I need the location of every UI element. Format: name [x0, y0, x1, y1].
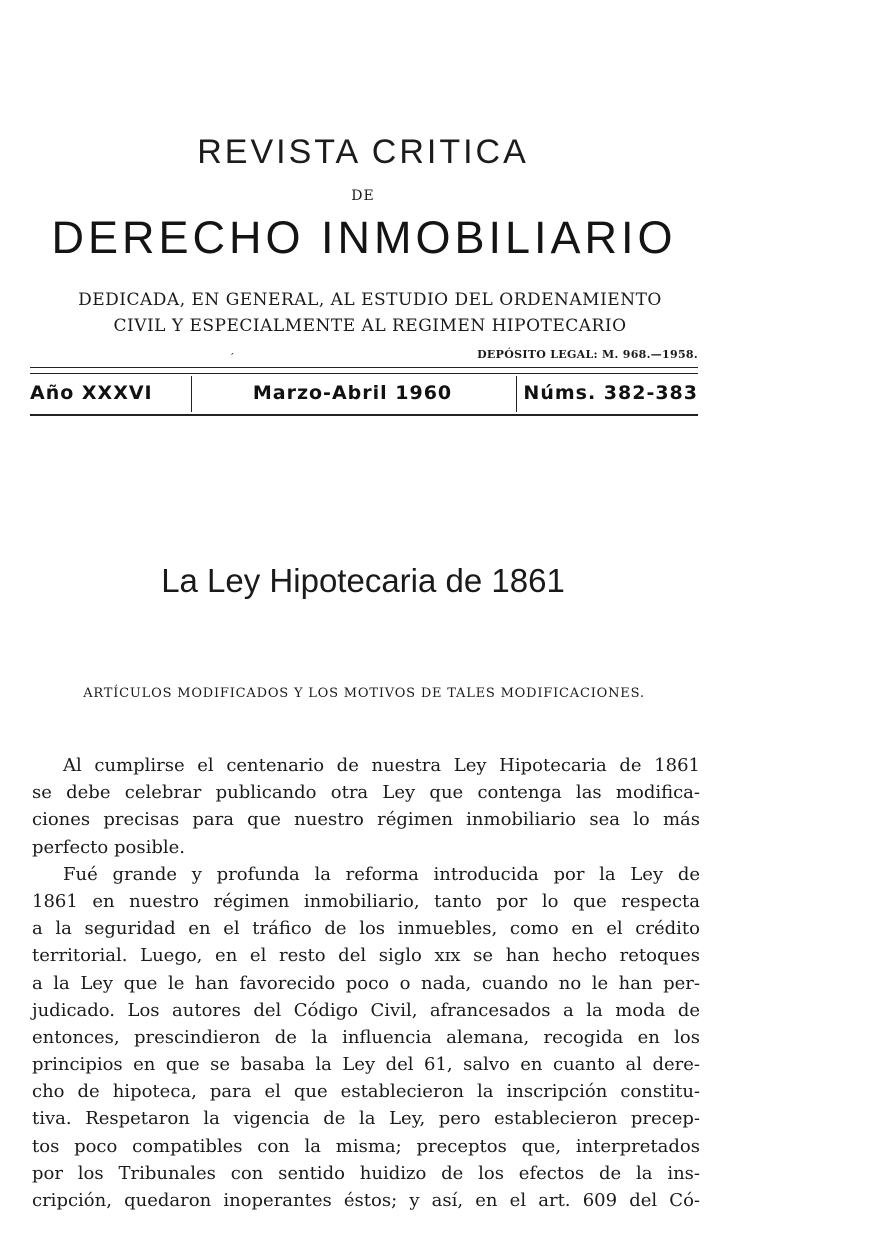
body-line: principios en que se basaba la Ley del 61, salvo en cuanto al dere-: [32, 1054, 700, 1076]
journal-title-de: DE: [351, 188, 375, 204]
body-line: cripción, quedaron inoperantes éstos; y así, en el art. 609 del Có-: [32, 1190, 700, 1211]
body-line: entonces, prescindieron de la influencia alemana, recogida en los: [32, 1026, 700, 1048]
issue-date: Marzo-Abril 1960: [252, 382, 453, 404]
header-rule-top-double: [30, 373, 698, 374]
body-line: a la Ley que le han favorecido poco o nada, cuando no le han per-: [32, 972, 700, 994]
issue-divider-right: [516, 376, 517, 412]
journal-subtitle-line1: DEDICADA, EN GENERAL, AL ESTUDIO DEL ORDENAMIENTO: [78, 290, 662, 310]
body-line: Al cumplirse el centenario de nuestra Ley Hipotecaria de 1861: [63, 755, 700, 776]
body-line: territorial. Luego, en el resto del siglo xɪx se han hecho retoques: [32, 945, 700, 967]
body-line: tos poco compatibles con la misma; preceptos que, interpretados: [32, 1135, 700, 1157]
article-title: La Ley Hipotecaria de 1861: [161, 562, 565, 599]
header-rule-top: [30, 367, 698, 368]
article-subtitle: ARTÍCULOS MODIFICADOS Y LOS MOTIVOS DE TALES MODIFICACIONES.: [83, 686, 645, 701]
journal-title-line1: REVISTA CRITICA: [197, 133, 529, 171]
body-line: se debe celebrar publicando otra Ley que contenga las modifica-: [32, 782, 700, 804]
journal-title-line2: DERECHO INMOBILIARIO: [51, 212, 677, 263]
body-line: Fué grande y profunda la reforma introducida por la Ley de: [63, 863, 700, 885]
deposito-legal: DEPÓSITO LEGAL: M. 968.—1958.: [477, 348, 698, 361]
body-line: por los Tribunales con sentido huidizo de los efectos de la ins-: [32, 1162, 700, 1184]
body-line: perfecto posible.: [32, 836, 185, 858]
body-line: 1861 en nuestro régimen inmobiliario, tanto por lo que respecta: [32, 890, 700, 912]
body-line: ciones precisas para que nuestro régimen inmobiliario sea lo más: [32, 809, 700, 831]
article-body: [32, 752, 700, 1214]
stray-mark: ´: [229, 352, 235, 365]
body-line: tiva. Respetaron la vigencia de la Ley, pero establecieron precep-: [32, 1108, 700, 1130]
body-line: a la seguridad en el tráfico de los inmuebles, como en el crédito: [32, 918, 700, 940]
body-line: judicado. Los autores del Código Civil, afrancesados a la moda de: [32, 999, 700, 1021]
issue-numbers: Núms. 382-383: [523, 382, 698, 404]
journal-subtitle-line2: CIVIL Y ESPECIALMENTE AL REGIMEN HIPOTECARIO: [113, 316, 627, 336]
issue-year: Año XXXVI: [30, 382, 153, 404]
body-line: cho de hipoteca, para el que establecieron la inscripción constitu-: [32, 1081, 700, 1103]
header-rule-bottom: [30, 414, 698, 416]
